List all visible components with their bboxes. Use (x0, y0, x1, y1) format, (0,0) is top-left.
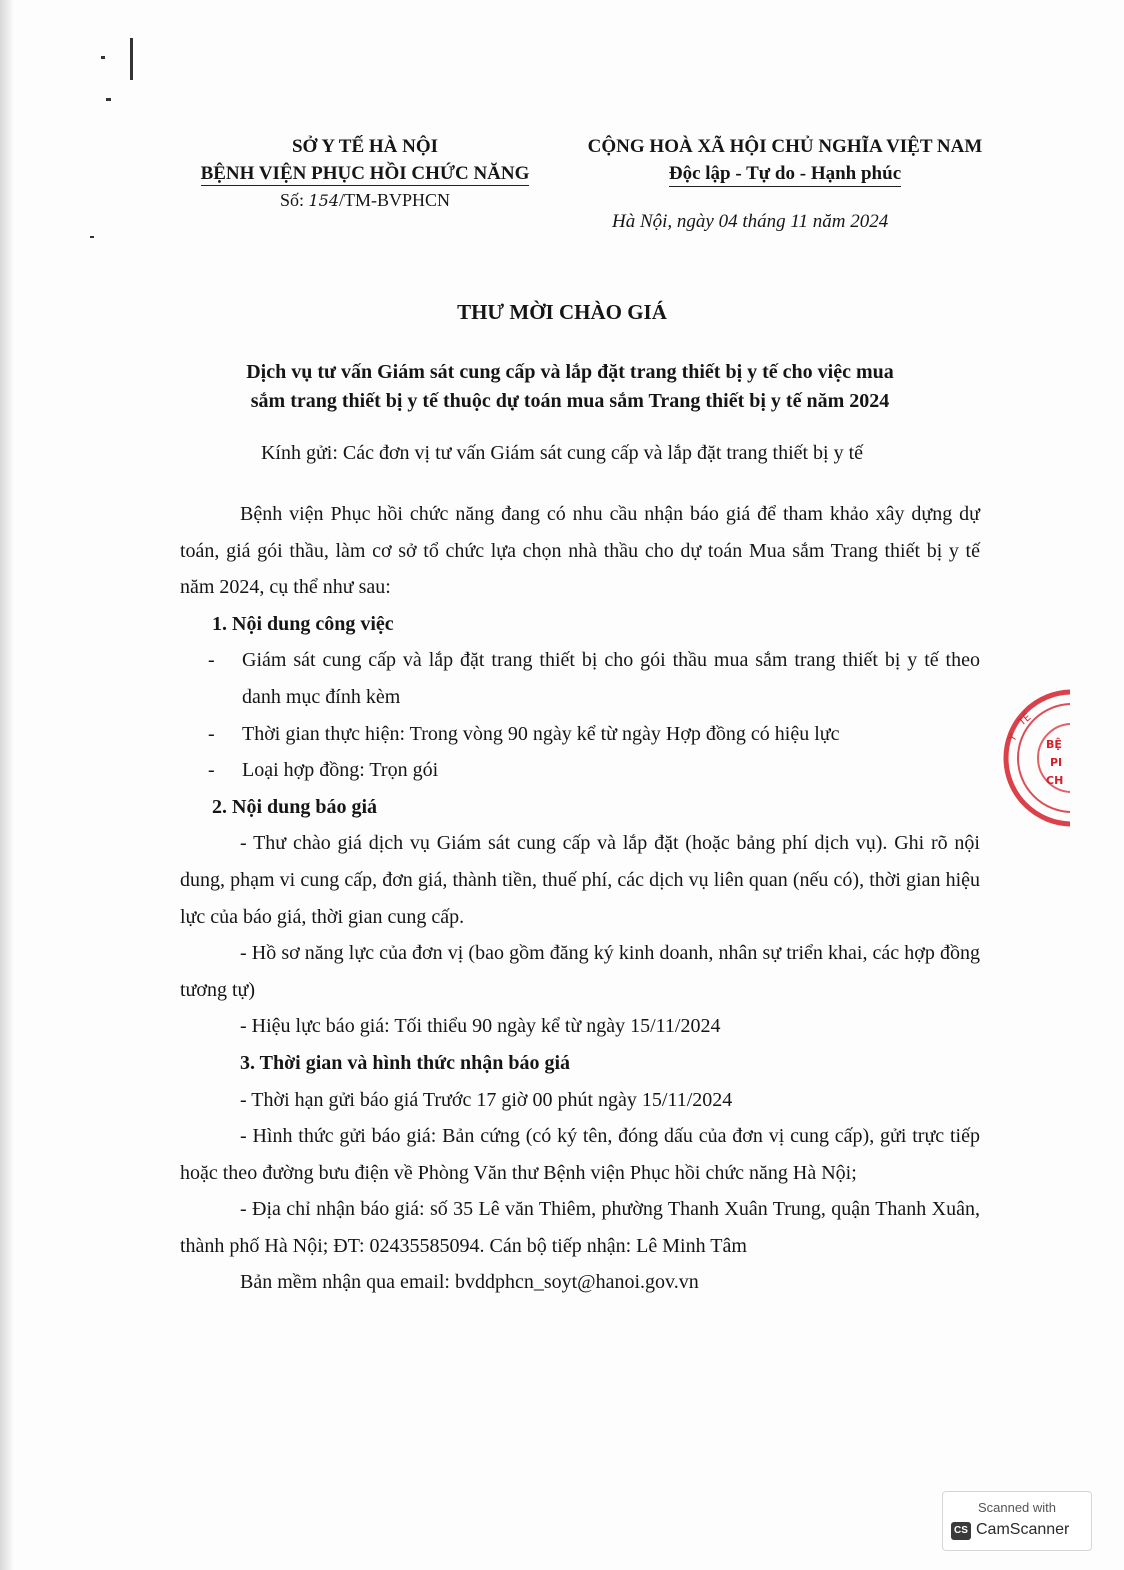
document-number: Số: 154/TM-BVPHCN (279, 190, 451, 210)
list-item: - Giám sát cung cấp và lắp đặt trang thiết bị cho gói thầu mua sắm trang thiết bị y tế theo danh mục đính kèm (208, 649, 980, 708)
list-item: - Thư chào giá dịch vụ Giám sát cung cấp và lắp đặt (hoặc bảng phí dịch vụ). Ghi rõ nội dung, phạm vi cung cấp, đơn giá, thành tiền, thuế phí, các dịch vụ liên quan (nếu có), thời gian hiệu lực của báo giá, thời gian cung cấp. (180, 832, 980, 928)
section-heading: 1. Nội dung công việc (212, 612, 394, 635)
issuer-block (180, 133, 550, 214)
list-item: - Thời hạn gửi báo giá Trước 17 giờ 00 phút ngày 15/11/2024 (240, 1088, 733, 1111)
list-item: - Thời gian thực hiện: Trong vòng 90 ngày kể từ ngày Hợp đồng có hiệu lực (208, 722, 840, 745)
scan-edge-shadow (0, 0, 14, 1570)
list-item: - Địa chỉ nhận báo giá: số 35 Lê văn Thiêm, phường Thanh Xuân Trung, quận Thanh Xuân, thành phố Hà Nội; ĐT: 02435585094. Cán bộ tiếp nhận: Lê Minh Tâm (180, 1198, 980, 1257)
list-item: - Hình thức gửi báo giá: Bản cứng (có ký tên, đóng dấu của đơn vị cung cấp), gửi trực tiếp hoặc theo đường bưu điện về Phòng Văn thư Bệnh viện Phục hồi chức năng Hà Nội; (180, 1125, 980, 1184)
svg-text:PI: PI (1050, 756, 1063, 769)
svg-text:BỆ: BỆ (1046, 738, 1062, 751)
seal-graphic (1000, 680, 1070, 830)
handwritten-day: 04 (718, 211, 738, 232)
section-heading: 3. Thời gian và hình thức nhận báo giá (240, 1051, 571, 1074)
official-seal-stamp (1000, 680, 1070, 830)
watermark-caption: Scanned with (977, 1500, 1057, 1515)
list-item: - Loại hợp đồng: Trọn gói (208, 759, 439, 782)
letter-body (180, 496, 980, 1301)
scan-mark (106, 98, 111, 101)
svg-text:TẾ: TẾ (1016, 711, 1034, 729)
list-item: - Hồ sơ năng lực của đơn vị (bao gồm đăng ký kinh doanh, nhân sự triển khai, các hợp đồng tương tự) (180, 942, 980, 1001)
section-heading: 2. Nội dung báo giá (212, 795, 378, 818)
list-item: - Hiệu lực báo giá: Tối thiểu 90 ngày kể từ ngày 15/11/2024 (240, 1015, 721, 1038)
handwritten-number: 154 (308, 191, 340, 210)
camscanner-logo-icon: CS (951, 1522, 971, 1540)
hospital-name: BỆNH VIỆN PHỤC HỒI CHỨC NĂNG (200, 163, 530, 184)
country-name: CỘNG HOÀ XÃ HỘI CHỦ NGHĨA VIỆT NAM (587, 136, 983, 157)
svg-text:CH: CH (1046, 774, 1064, 787)
scan-mark (130, 38, 133, 80)
camscanner-watermark (942, 1491, 1092, 1551)
national-header (560, 133, 1010, 187)
watermark-brand: CamScanner (976, 1521, 1070, 1538)
department-name: SỞ Y TẾ HÀ NỘI (291, 136, 439, 157)
email-line: Bản mềm nhận qua email: bvddphcn_soyt@hanoi.gov.vn (240, 1271, 699, 1294)
intro-paragraph: Bệnh viện Phục hồi chức năng đang có nhu cầu nhận báo giá để tham khảo xây dựng dự toán, giá gói thầu, làm cơ sở tổ chức lựa chọn nhà thầu cho dự toán Mua sắm Trang thiết bị y tế năm 2024, cụ thể như sau: (180, 503, 980, 599)
greeting: Kính gửi: Các đơn vị tư vấn Giám sát cung cấp và lắp đặt trang thiết bị y tế (260, 442, 864, 464)
motto-line: Độc lập - Tự do - Hạnh phúc (560, 160, 1010, 187)
scan-mark (90, 236, 94, 238)
scan-mark (101, 56, 105, 59)
document-date: Hà Nội, ngày 04 tháng 11 năm 2024 (612, 211, 889, 232)
subject-line: Dịch vụ tư vấn Giám sát cung cấp và lắp đặt trang thiết bị y tế cho việc mua sắm trang thiết bị y tế thuộc dự toán mua sắm Trang thiết bị y tế năm 2024 (246, 361, 894, 412)
document-title: THƯ MỜI CHÀO GIÁ (457, 300, 667, 324)
svg-text:Y: Y (1007, 732, 1020, 744)
